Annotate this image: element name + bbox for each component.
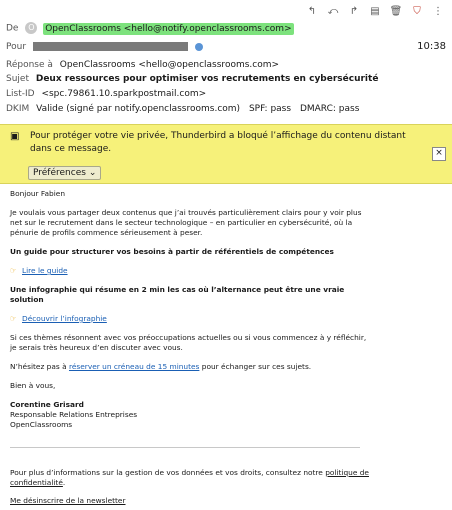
reply-all-icon[interactable]: ⤺ [327,5,339,17]
cta-suffix: pour échanger sur ces sujets. [199,362,312,371]
cta-prefix: N’hésitez pas à [10,362,69,371]
greeting: Bonjour Fabien [10,189,65,198]
to-label: Pour [6,42,27,52]
signature [10,400,370,430]
privacy-suffix: . [62,478,66,487]
subject-value: Deux ressources pour optimiser vos recrutements en cybersécurité [35,74,379,84]
unsubscribe-link[interactable]: Me désinscrire de la newsletter [10,496,126,505]
redacted-recipient [33,42,188,51]
dkim-label: DKIM [6,104,30,114]
signature-title: Responsable Relations Entreprises [10,410,138,419]
privacy-paragraph [10,468,370,488]
dkim-row [6,104,359,114]
subject-row [6,74,378,84]
reply-to-value[interactable]: OpenClassrooms <hello@openclassrooms.com> [59,60,280,70]
list-id-value: <spc.79861.10.sparkpostmail.com> [41,89,207,99]
banner-message: Pour protéger votre vie privée, Thunderbird a bloqué l’affichage du contenu distant dans ce message. [30,131,406,154]
archive-icon[interactable]: ▤ [370,5,380,17]
sender-address[interactable]: OpenClassrooms <hello@notify.openclassrooms.com> [45,23,292,34]
privacy-link[interactable]: politique de confidentialité [10,468,369,487]
forward-icon[interactable]: ↱ [349,5,359,17]
from-label: De [6,23,19,34]
guide-link[interactable]: Lire le guide [22,266,68,275]
reply-to-row [6,60,279,70]
verified-icon [195,43,203,51]
remote-content-banner [0,124,452,184]
dkim-value: Valide (signé par notify.openclassrooms.com) [36,104,241,114]
book-slot-link[interactable]: réserver un créneau de 15 minutes [68,362,200,371]
divider [10,447,360,448]
heading-infographic: Une infographie qui résume en 2 min les cas où l’alternance peut être une vraie solution [10,285,345,304]
list-id-label: List-ID [6,89,35,99]
delete-icon[interactable]: 🗑 [389,5,403,17]
message-header [0,0,452,125]
message-body [10,189,370,430]
list-id-row [6,89,206,99]
chevron-down-icon: ⌄ [88,168,97,178]
pointing-hand-icon: ☞ [10,314,17,323]
message-toolbar [304,4,446,18]
guide-link-row [10,266,370,276]
privacy-prefix: Pour plus d’informations sur la gestion de vos données et vos droits, consultez notre [10,468,326,477]
spf-value: SPF: pass [248,104,292,114]
signature-company: OpenClassrooms [10,420,73,429]
followup-paragraph: Si ces thèmes résonnent avec vos préoccupations actuelles ou si vous commencez à y réfléchir, je serais très heureux d’en discuter avec vous. [10,333,367,352]
sender-avatar: O [25,22,37,34]
preferences-button[interactable] [28,166,101,180]
reply-to-label: Réponse à [6,60,53,70]
close-banner-button[interactable]: × [432,147,446,161]
pointing-hand-icon: ☞ [10,266,17,275]
heading-guide: Un guide pour structurer vos besoins à partir de référentiels de compétences [10,247,334,256]
to-row [6,42,203,52]
blocked-content-icon: ▣ [10,131,20,142]
preferences-label: Préférences [33,168,86,178]
from-row [6,22,294,34]
intro-paragraph: Je voulais vous partager deux contenus que j’ai trouvés particulièrement clairs pour y voir plus net sur le recrutement dans le secteur technologique – en particulier en cybersécurité, où la pénurie de profils commence sérieusement à peser. [10,208,362,237]
reply-icon[interactable]: ↰ [307,5,317,17]
more-icon[interactable]: ⋮ [433,5,443,17]
html5-icon[interactable]: ⛉ [413,5,421,17]
dmarc-value: DMARC: pass [299,104,360,114]
signature-name: Corentine Grisard [10,400,84,409]
message-time: 10:38 [417,41,446,52]
infographic-link-row [10,314,370,324]
infographic-link[interactable]: Découvrir l’infographie [22,314,107,323]
footer [10,468,370,506]
subject-label: Sujet [6,74,29,84]
closing: Bien à vous, [10,381,56,390]
cta-paragraph [10,362,370,372]
